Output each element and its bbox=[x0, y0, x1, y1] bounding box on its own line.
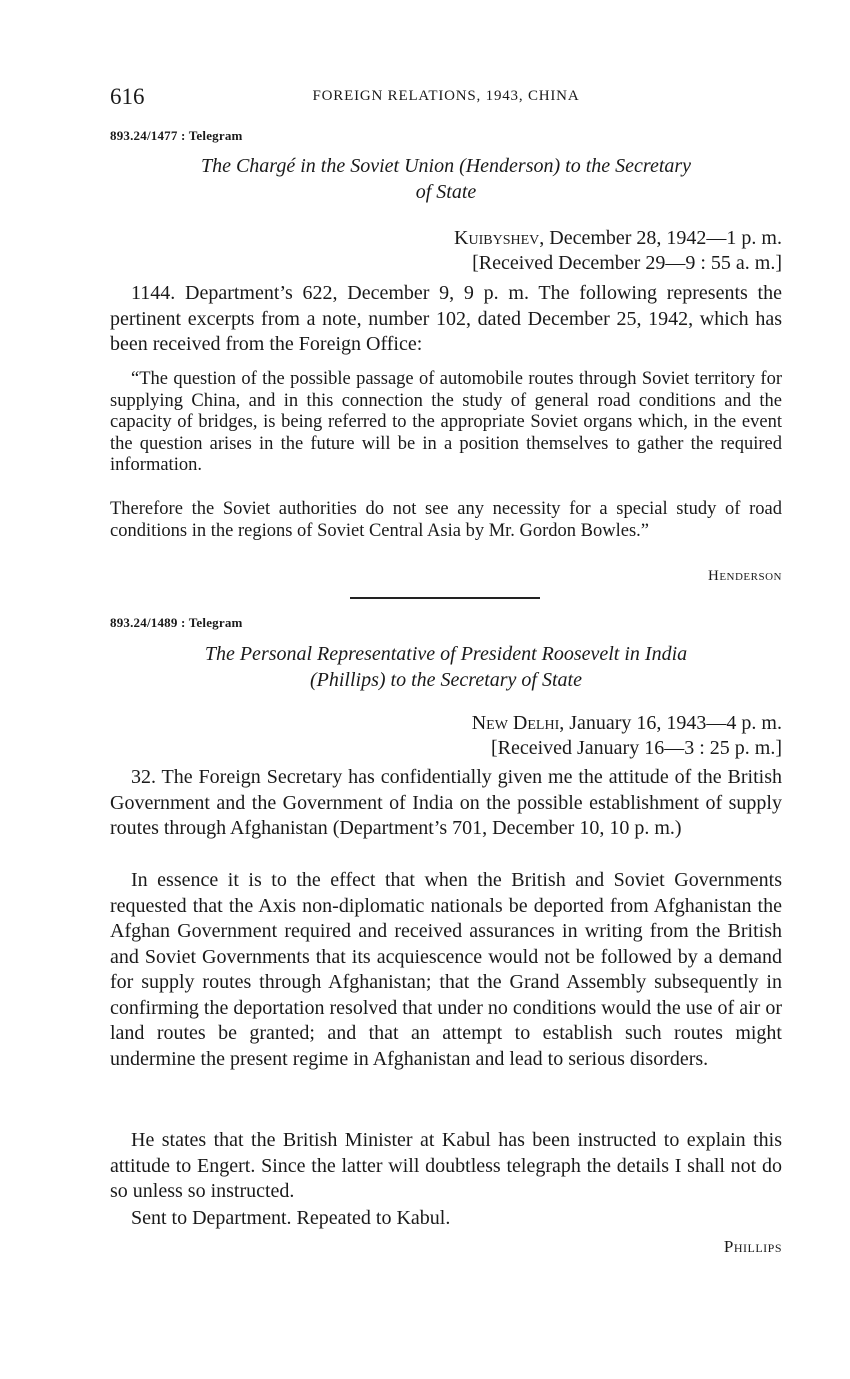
doc1-quote-1: “The question of the possible passage of automobile routes through Soviet territory for supplying China, and in this connection the study of general road conditions and the capacity of bridges, is being referred to the appropriate Soviet organs which, in the event the question arises in the future will be in a position themselves to gather the required information. bbox=[110, 369, 782, 475]
doc2-dateline bbox=[472, 711, 782, 761]
doc2-heading-line2: (Phillips) to the Secretary of State bbox=[310, 669, 582, 691]
doc2-paragraph-1: 32. The Foreign Secretary has confidentially given me the attitude of the British Government and the Government of India on the possible establishment of supply routes through Afghanistan (Department’s 701, December 10, 10 p. m.) bbox=[110, 766, 782, 839]
doc2-paragraph-2: In essence it is to the effect that when the British and Soviet Governments requested that the Axis non-diplomatic nationals be deported from Afghanistan the Afghan Government required and received assurances in writing from the British and Soviet Governments that its acquiescence would not be followed by a demand for supply routes through Afghanistan; that the Grand Assembly subsequently in confirming the deportation resolved that under no conditions would the use of air or land routes be granted; and that an attempt to establish such routes might undermine the present regime in Afghanistan and lead to serious disorders. bbox=[110, 869, 782, 1070]
page-number: 616 bbox=[110, 84, 145, 109]
doc2-paragraph-3: He states that the British Minister at Kabul has been instructed to explain this attitude to Engert. Since the latter will doubtless telegraph the details I shall not do so unless so instructed. bbox=[110, 1129, 782, 1202]
doc2-place: New Delhi bbox=[471, 712, 560, 734]
doc1-paragraph-1: 1144. Department’s 622, December 9, 9 p. m. The following represents the pertinent excerpts from a note, number 102, dated December 25, 1942, which has been received from the Foreign Office: bbox=[110, 282, 782, 355]
doc1-heading-line2: of State bbox=[415, 181, 477, 203]
doc1-file-id: 893.24/1477 : Telegram bbox=[110, 128, 243, 143]
doc1-signature: Henderson bbox=[707, 568, 782, 584]
running-header bbox=[110, 84, 782, 114]
doc2-heading bbox=[110, 641, 782, 693]
doc1-dateline bbox=[454, 226, 782, 276]
doc2-heading-line1: The Personal Representative of President Roosevelt in India bbox=[204, 643, 688, 665]
doc1-place: Kuibyshev bbox=[454, 227, 540, 249]
doc2-date: , January 16, 1943—4 p. m. bbox=[559, 712, 782, 734]
section-divider bbox=[350, 597, 540, 599]
running-title: FOREIGN RELATIONS, 1943, CHINA bbox=[312, 88, 580, 104]
doc2-file-id: 893.24/1489 : Telegram bbox=[110, 615, 243, 630]
doc1-heading-line1: The Chargé in the Soviet Union (Henderson) to the Secretary bbox=[200, 155, 692, 177]
doc2-received: [Received January 16—3 : 25 p. m.] bbox=[490, 737, 782, 759]
doc1-quote-2: Therefore the Soviet authorities do not see any necessity for a special study of road conditions in the regions of Soviet Central Asia by Mr. Gordon Bowles.” bbox=[110, 499, 782, 541]
doc2-paragraph-4: Sent to Department. Repeated to Kabul. bbox=[131, 1207, 451, 1229]
doc1-received: [Received December 29—9 : 55 a. m.] bbox=[472, 252, 782, 274]
doc1-date: , December 28, 1942—1 p. m. bbox=[539, 227, 782, 249]
doc2-signature: Phillips bbox=[723, 1237, 782, 1256]
doc1-heading bbox=[110, 153, 782, 205]
